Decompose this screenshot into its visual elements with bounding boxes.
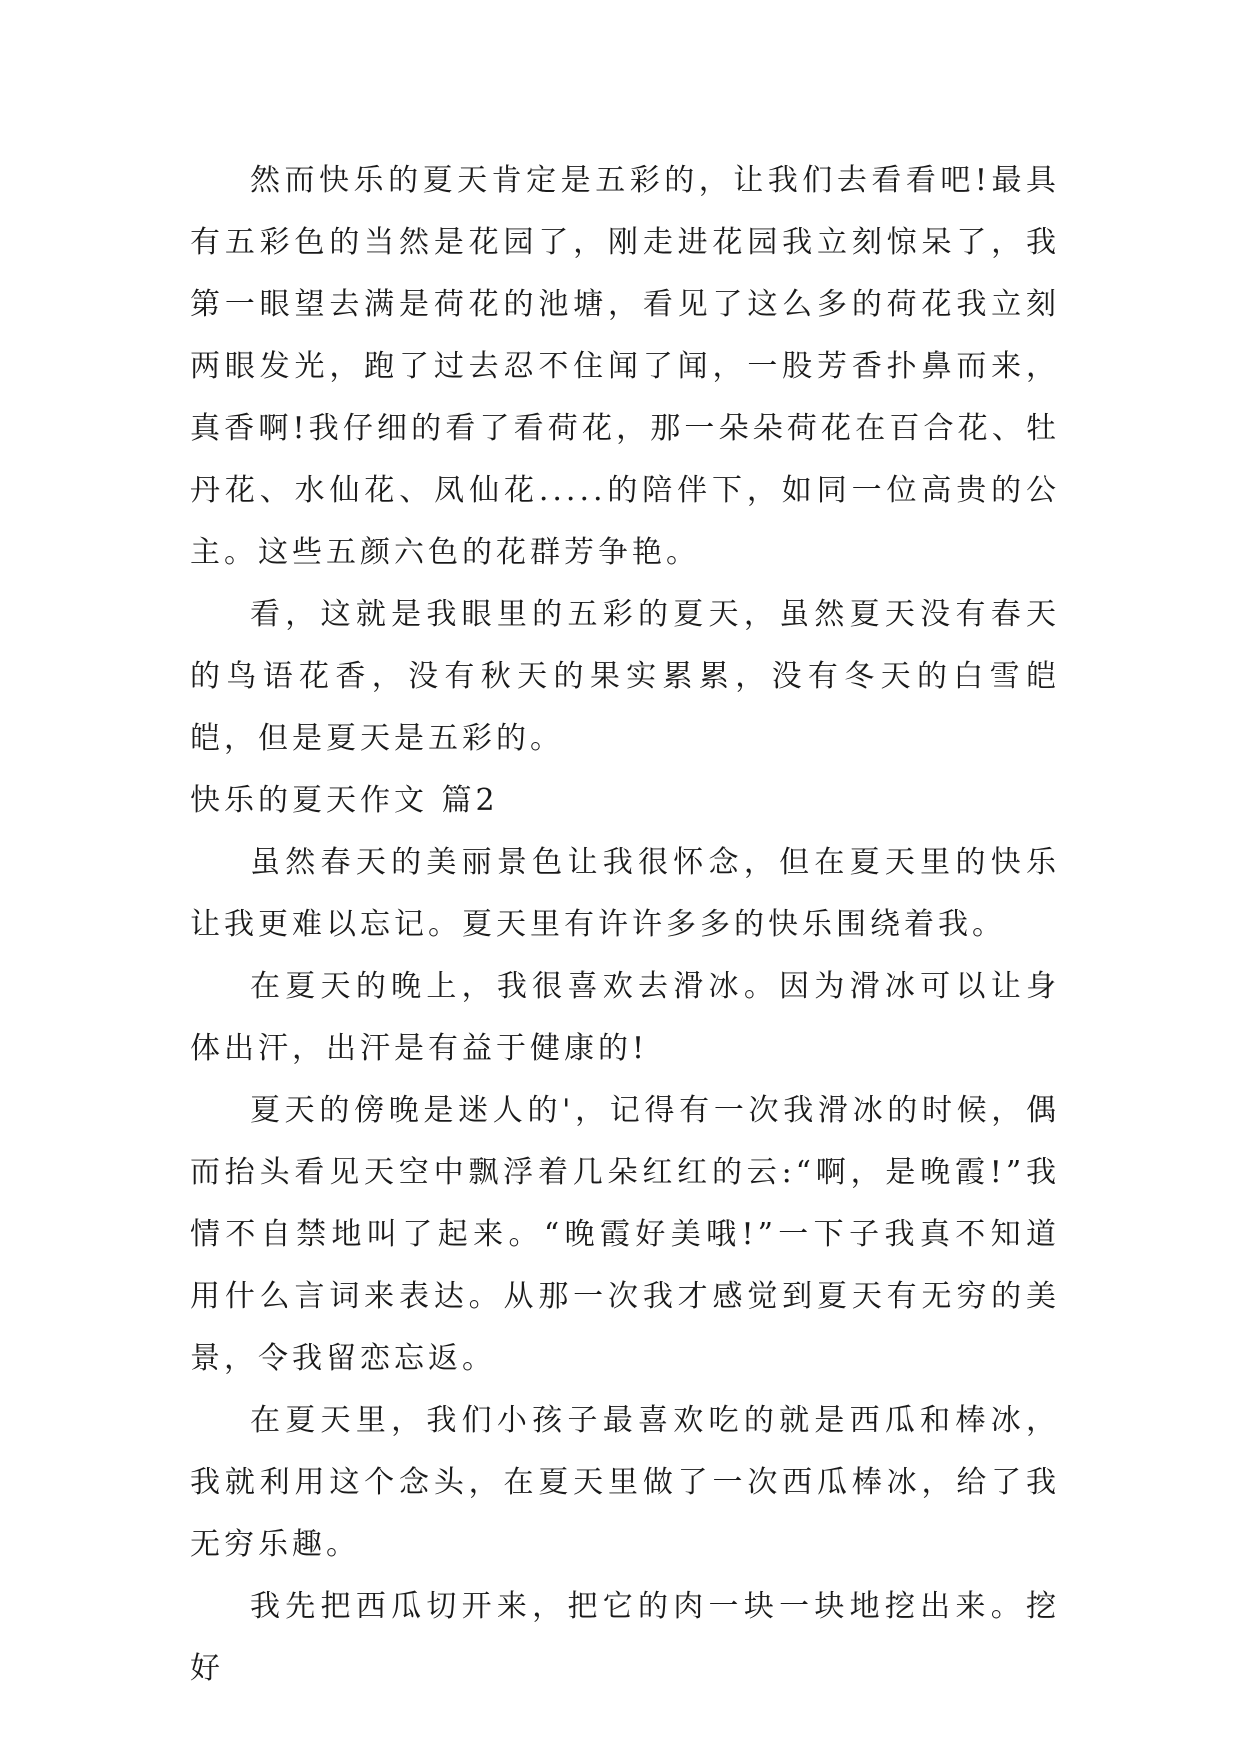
paragraph-2: 看，这就是我眼里的五彩的夏天，虽然夏天没有春天的鸟语花香，没有秋天的果实累累，没有冬天的白雪皑皑，但是夏天是五彩的。 xyxy=(190,597,1060,756)
paragraph-1: 然而快乐的夏天肯定是五彩的，让我们去看看吧!最具有五彩色的当然是花园了，刚走进花园我立刻惊呆了，我第一眼望去满是荷花的池塘，看见了这么多的荷花我立刻两眼发光，跑了过去忍不住闻了闻，一股芳香扑鼻而来，真香啊!我仔细的看了看荷花，那一朵朵荷花在百合花、牡丹花、水仙花、凤仙花.....的陪伴下，如同一位高贵的公主。这些五颜六色的花群芳争艳。 xyxy=(190,163,1060,570)
paragraph-4: 在夏天的晚上，我很喜欢去滑冰。因为滑冰可以让身体出汗，出汗是有益于健康的! xyxy=(190,969,1060,1066)
paragraph-7: 我先把西瓜切开来，把它的肉一块一块地挖出来。挖好 xyxy=(190,1589,1060,1686)
paragraph-6: 在夏天里，我们小孩子最喜欢吃的就是西瓜和棒冰，我就利用这个念头，在夏天里做了一次西瓜棒冰，给了我无穷乐趣。 xyxy=(190,1403,1060,1562)
document-body xyxy=(190,150,1060,1700)
paragraph-3: 虽然春天的美丽景色让我很怀念，但在夏天里的快乐让我更难以忘记。夏天里有许许多多的快乐围绕着我。 xyxy=(190,845,1060,942)
paragraph-5: 夏天的傍晚是迷人的'，记得有一次我滑冰的时候，偶而抬头看见天空中飘浮着几朵红红的云:“啊，是晚霞!”我情不自禁地叫了起来。“晚霞好美哦!”一下子我真不知道用什么言词来表达。从那一次我才感觉到夏天有无穷的美景，令我留恋忘返。 xyxy=(190,1093,1060,1376)
section-heading: 快乐的夏天作文 篇2 xyxy=(190,783,499,818)
